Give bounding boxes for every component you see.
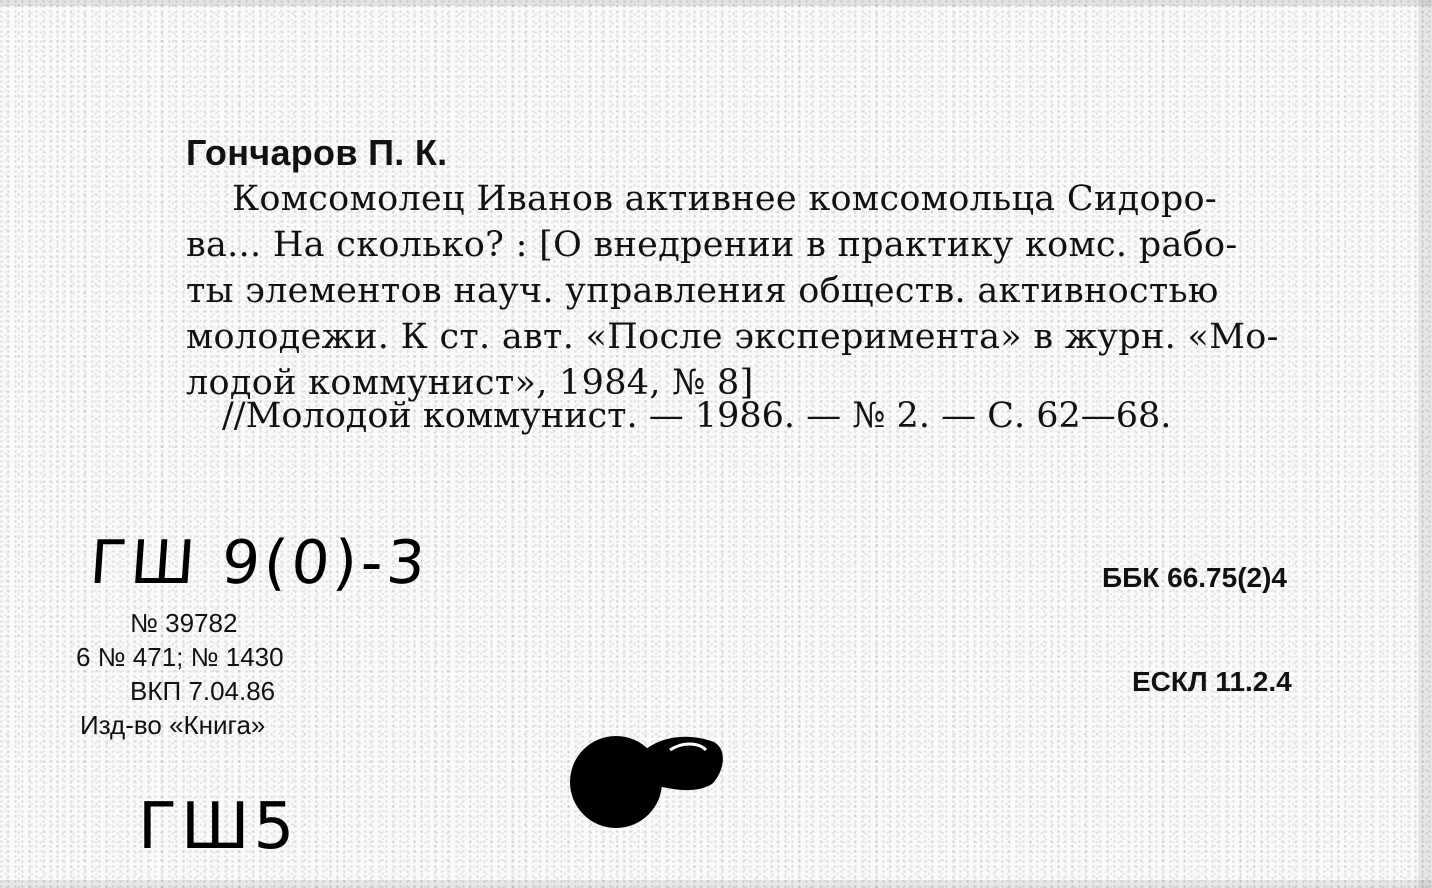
card-metadata (70, 606, 284, 742)
meta-vkp: ВКП 7.04.86 (130, 676, 276, 706)
meta-registry: 6 № 471; № 1430 (76, 642, 284, 672)
title-line-3: ты элементов науч. управления обществ. активностью (186, 271, 1219, 311)
title-line-1: Комсомолец Иванов активнее комсомольца Сидоро- (232, 179, 1218, 219)
bbk-index: ББК 66.75(2)4 (1102, 562, 1287, 593)
source-citation: //Молодой коммунист. — 1986. — № 2. — С. 62—68. (222, 396, 1172, 436)
handwritten-code: ГШ5 (138, 790, 299, 864)
handwritten-shelfmark: ГШ 9(0)-3 (87, 528, 432, 598)
author-name: Гончаров П. К. (186, 132, 448, 173)
title-line-5: лодой коммунист», 1984, № 8] (186, 363, 754, 403)
title-line-4: молодежи. К ст. авт. «После эксперимента» в журн. «Мо- (186, 317, 1279, 357)
eskl-index: ЕСКЛ 11.2.4 (1132, 666, 1292, 697)
meta-publisher: Изд-во «Книга» (80, 710, 266, 740)
bibliographic-entry (186, 130, 1346, 406)
title-line-2: ва... На сколько? : [О внедрении в практику комс. рабо- (186, 225, 1238, 265)
punch-hole-icon (566, 728, 736, 838)
meta-number: № 39782 (130, 608, 238, 638)
